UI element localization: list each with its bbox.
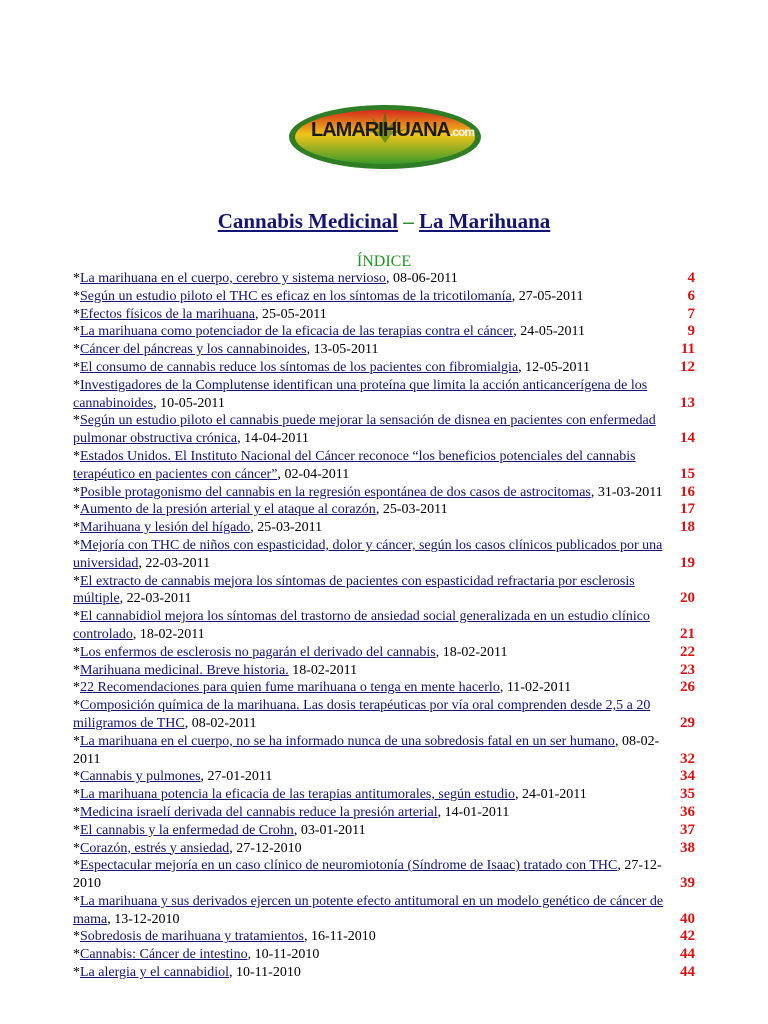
toc-entry-date: , 14-04-2011 xyxy=(237,431,309,447)
toc-entry-date: , 25-03-2011 xyxy=(250,520,323,536)
toc-entry-date: , 27-12-2010 xyxy=(229,840,302,856)
toc-entry-page: 22 xyxy=(680,643,695,660)
bullet-star: * xyxy=(73,662,80,678)
toc-entry-page: 15 xyxy=(680,465,695,482)
toc-entry-link[interactable]: El extracto de cannabis mejora los síntomas de pacientes con espasticidad refractaria por esclerosis múltiple xyxy=(73,573,635,607)
toc-entry-link[interactable]: Efectos físicos de la marihuana xyxy=(80,306,255,322)
toc-entry-page: 36 xyxy=(680,803,695,820)
toc-entry xyxy=(73,288,697,306)
toc-entry-link[interactable]: Corazón, estrés y ansiedad xyxy=(80,840,230,856)
bullet-star: * xyxy=(73,858,80,874)
bullet-star: * xyxy=(73,769,80,785)
toc-entry-date: , 24-05-2011 xyxy=(513,324,586,340)
toc-entry-date: , 08-02-2011 xyxy=(73,733,660,767)
toc-entry-date: , 14-01-2011 xyxy=(437,804,510,820)
table-of-contents xyxy=(73,270,697,982)
toc-entry xyxy=(73,768,697,786)
bullet-star: * xyxy=(73,965,80,981)
bullet-star: * xyxy=(73,288,80,304)
toc-entry-link[interactable]: Composición química de la marihuana. Las dosis terapéuticas por vía oral comprenden desde 2,5 a 20 miligramos de THC xyxy=(73,698,651,731)
toc-entry-link[interactable]: Cannabis: Cáncer de intestino xyxy=(80,947,248,963)
toc-entry-page: 13 xyxy=(680,394,695,411)
toc-entry-link[interactable]: Aumento de la presión arterial y el ataque al corazón xyxy=(80,502,376,518)
toc-entry xyxy=(73,484,697,502)
toc-entry-link[interactable]: Estados Unidos. El Instituto Nacional del Cáncer reconoce “los beneficios potenciales del cannabis terapéutico en pacientes con cáncer” xyxy=(73,448,636,482)
bullet-star: * xyxy=(73,609,80,625)
bullet-star: * xyxy=(73,448,80,464)
toc-entry xyxy=(73,697,697,733)
bullet-star: * xyxy=(73,271,80,286)
toc-entry xyxy=(73,270,697,288)
toc-entry-page: 9 xyxy=(687,323,695,340)
toc-entry-page: 38 xyxy=(680,839,695,856)
toc-entry-link[interactable]: La marihuana en el cuerpo, no se ha informado nunca de una sobredosis fatal en un ser humano xyxy=(80,733,615,749)
toc-entry-link[interactable]: Cáncer del páncreas y los cannabinoides xyxy=(80,342,307,358)
toc-entry xyxy=(73,359,697,377)
toc-entry-link[interactable]: Espectacular mejoría en un caso clínico de neuromiotonía (Síndrome de Isaac) tratado con THC xyxy=(80,858,618,874)
toc-entry-date: , 22-03-2011 xyxy=(138,555,211,571)
index-heading: ÍNDICE xyxy=(356,253,412,270)
toc-entry-date: 18-02-2011 xyxy=(288,662,358,678)
toc-entry-page: 39 xyxy=(680,875,695,892)
toc-entry-link[interactable]: Cannabis y pulmones xyxy=(80,769,201,785)
toc-entry xyxy=(73,412,697,448)
toc-entry-page: 11 xyxy=(680,341,695,358)
toc-entry-link[interactable]: Según un estudio piloto el cannabis puede mejorar la sensación de disnea en pacientes con enfermedad pulmonar obstructiva crónica xyxy=(73,413,656,447)
toc-entry-page: 40 xyxy=(680,910,695,927)
toc-entry-page: 20 xyxy=(680,590,695,607)
toc-entry-date: , 13-05-2011 xyxy=(306,342,379,358)
toc-entry-page: 7 xyxy=(687,305,695,322)
toc-entry-page: 17 xyxy=(680,501,695,518)
toc-entry-page: 32 xyxy=(680,750,695,767)
bullet-star: * xyxy=(73,929,80,945)
toc-entry xyxy=(73,786,697,804)
bullet-star: * xyxy=(73,502,80,518)
toc-entry-date: , 10-11-2010 xyxy=(247,947,320,963)
toc-entry-page: 35 xyxy=(680,786,695,803)
toc-entry-page: 18 xyxy=(680,519,695,536)
toc-entry-page: 26 xyxy=(680,679,695,696)
toc-entry xyxy=(73,822,697,840)
toc-entry xyxy=(73,946,697,964)
toc-entry-date: , 02-04-2011 xyxy=(277,466,350,482)
bullet-star: * xyxy=(73,822,80,838)
title-link-cannabis-medicinal[interactable]: Cannabis Medicinal xyxy=(217,209,398,233)
bullet-star: * xyxy=(73,698,80,714)
toc-entry-date: , 25-05-2011 xyxy=(254,306,327,322)
toc-entry-date: , 16-11-2010 xyxy=(303,929,376,945)
toc-entry xyxy=(73,679,697,697)
page-title xyxy=(0,208,768,234)
toc-entry-page: 44 xyxy=(680,946,695,963)
bullet-star: * xyxy=(73,733,80,749)
toc-entry xyxy=(73,537,697,573)
toc-entry-date: , 08-06-2011 xyxy=(385,271,458,286)
toc-entry-date: , 12-05-2011 xyxy=(518,359,590,375)
bullet-star: * xyxy=(73,359,80,375)
toc-entry xyxy=(73,662,697,680)
bullet-star: * xyxy=(73,413,80,429)
toc-entry-date: , 08-02-2011 xyxy=(184,715,257,731)
bullet-star: * xyxy=(73,893,80,909)
toc-entry-page: 16 xyxy=(680,483,695,500)
toc-entry xyxy=(73,323,697,341)
toc-entry-link[interactable]: Medicina israelí derivada del cannabis reduce la presión arterial xyxy=(80,804,438,820)
toc-entry-date: , 18-02-2011 xyxy=(435,644,508,660)
toc-entry-date: , 22-03-2011 xyxy=(119,591,192,607)
toc-entry xyxy=(73,733,697,769)
logo-text: LAMARIHUANA.com xyxy=(311,119,474,141)
toc-entry-link[interactable]: La marihuana y sus derivados ejercen un potente efecto antitumoral en un modelo genético de cáncer de mama xyxy=(73,893,664,927)
toc-entry-page: 12 xyxy=(680,358,695,375)
toc-entry-page: 44 xyxy=(680,964,695,981)
toc-entry xyxy=(73,857,697,893)
toc-entry-date: , 10-11-2010 xyxy=(229,965,301,981)
toc-entry xyxy=(73,448,697,484)
toc-entry-link[interactable]: La marihuana potencia la eficacia de las terapias antitumorales, según estudio xyxy=(80,787,515,803)
toc-entry-page: 6 xyxy=(687,287,695,304)
title-separator: – xyxy=(403,209,414,233)
toc-entry-page: 29 xyxy=(680,714,695,731)
toc-entry-date: , 18-02-2011 xyxy=(132,626,205,642)
toc-entry-link[interactable]: 22 Recomendaciones para quien fume marihuana o tenga en mente hacerlo xyxy=(80,680,500,696)
toc-entry-date: , 03-01-2011 xyxy=(293,822,366,838)
toc-entry-date: , 25-03-2011 xyxy=(375,502,448,518)
bullet-star: * xyxy=(73,947,80,963)
toc-entry-link[interactable]: El consumo de cannabis reduce los síntomas de los pacientes con fibromialgia xyxy=(80,359,519,375)
toc-entry-link[interactable]: Marihuana y lesión del hígado xyxy=(80,520,251,536)
bullet-star: * xyxy=(73,377,80,393)
toc-entry-link[interactable]: La marihuana como potenciador de la eficacia de las terapias contra el cáncer xyxy=(80,324,514,340)
toc-entry xyxy=(73,519,697,537)
toc-entry-page: 37 xyxy=(680,821,695,838)
toc-entry xyxy=(73,644,697,662)
toc-entry-link[interactable]: El cannabidiol mejora los síntomas del trastorno de ansiedad social generalizada en un estudio clínico controlado xyxy=(73,609,650,642)
toc-entry xyxy=(73,341,697,359)
toc-entry xyxy=(73,964,697,982)
toc-entry-link[interactable]: La alergia y el cannabidiol xyxy=(80,965,230,981)
bullet-star: * xyxy=(73,644,80,660)
toc-entry xyxy=(73,608,697,644)
toc-entry-link[interactable]: Investigadores de la Complutense identifican una proteína que limita la acción anticancerígena de los cannabinoides xyxy=(73,377,648,411)
toc-entry xyxy=(73,804,697,822)
bullet-star: * xyxy=(73,324,80,340)
toc-entry-link[interactable]: La marihuana en el cuerpo, cerebro y sistema nervioso xyxy=(80,271,386,286)
toc-entry-date: , 27-01-2011 xyxy=(200,769,273,785)
toc-entry-date: , 27-05-2011 xyxy=(511,288,584,304)
toc-entry-link[interactable]: Marihuana medicinal. Breve historia. xyxy=(80,662,289,678)
toc-entry-date: , 10-05-2011 xyxy=(153,395,225,411)
title-link-la-marihuana[interactable]: La Marihuana xyxy=(419,209,551,233)
site-logo[interactable] xyxy=(287,103,483,171)
bullet-star: * xyxy=(73,342,80,358)
toc-entry xyxy=(73,377,697,413)
toc-entry-date: , 24-01-2011 xyxy=(514,787,587,803)
bullet-star: * xyxy=(73,484,80,500)
toc-entry-date: , 13-12-2010 xyxy=(107,911,180,927)
toc-entry xyxy=(73,306,697,324)
toc-entry-date: , 11-02-2011 xyxy=(499,680,572,696)
toc-entry xyxy=(73,573,697,609)
toc-entry-page: 21 xyxy=(680,625,695,642)
toc-entry xyxy=(73,893,697,929)
toc-entry-page: 4 xyxy=(687,270,695,286)
toc-entry xyxy=(73,840,697,858)
toc-entry-link[interactable]: Los enfermos de esclerosis no pagarán el derivado del cannabis xyxy=(80,644,436,660)
bullet-star: * xyxy=(73,840,80,856)
bullet-star: * xyxy=(73,787,80,803)
toc-entry xyxy=(73,501,697,519)
bullet-star: * xyxy=(73,306,80,322)
toc-entry-page: 42 xyxy=(680,928,695,945)
toc-entry-link[interactable]: Mejoría con THC de niños con espasticidad, dolor y cáncer, según los casos clínicos publicados por una universidad xyxy=(73,537,663,571)
toc-entry-page: 19 xyxy=(680,554,695,571)
bullet-star: * xyxy=(73,804,80,820)
toc-entry-link[interactable]: Sobredosis de marihuana y tratamientos xyxy=(80,929,304,945)
bullet-star: * xyxy=(73,537,80,553)
bullet-star: * xyxy=(73,680,80,696)
toc-entry-link[interactable]: Según un estudio piloto el THC es eficaz en los síntomas de la tricotilomanía xyxy=(80,288,512,304)
toc-entry xyxy=(73,928,697,946)
toc-entry-page: 34 xyxy=(680,768,695,785)
toc-entry-link[interactable]: El cannabis y la enfermedad de Crohn xyxy=(80,822,294,838)
bullet-star: * xyxy=(73,573,80,589)
bullet-star: * xyxy=(73,520,80,536)
toc-entry-page: 14 xyxy=(680,430,695,447)
toc-entry-page: 23 xyxy=(680,661,695,678)
toc-entry-date: , 27-12-2010 xyxy=(73,858,662,892)
toc-entry-date: , 31-03-2011 xyxy=(590,484,663,500)
toc-entry-link[interactable]: Posible protagonismo del cannabis en la regresión espontánea de dos casos de astrocitomas xyxy=(80,484,591,500)
